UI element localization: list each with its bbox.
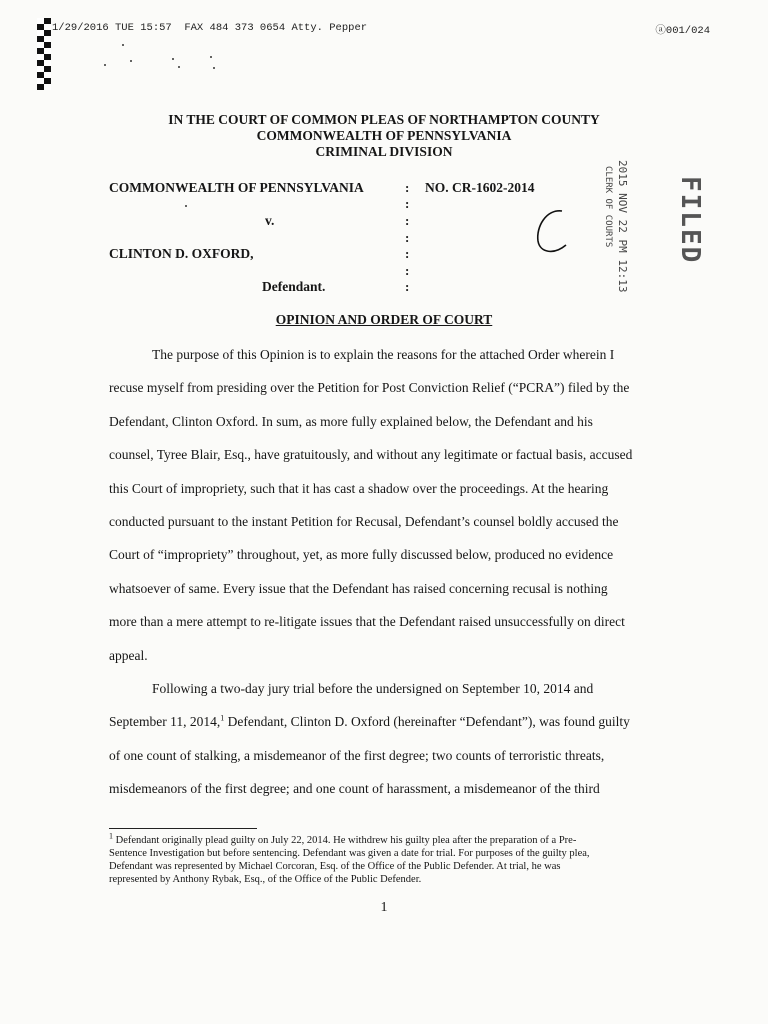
fax-page-counter: ⓐ001/024 xyxy=(655,25,710,37)
opinion-title: OPINION AND ORDER OF COURT xyxy=(275,312,493,327)
opinion-body xyxy=(109,338,689,806)
body-line: more than a mere attempt to re-litigate issues that the Defendant raised unsuccessfully on direct xyxy=(109,614,625,630)
body-line: conducted pursuant to the instant Petition for Recusal, Defendant’s counsel boldly accused the xyxy=(109,514,619,530)
fax-header xyxy=(0,22,768,38)
filed-stamp-office: CLERK OF COURTS xyxy=(603,166,613,248)
body-line: this Court of impropriety, such that it has cast a shadow over the proceedings. At the hearing xyxy=(109,480,609,496)
defendant-role: Defendant. xyxy=(262,279,326,294)
footnote-divider xyxy=(109,828,257,829)
body-line: counsel, Tyree Blair, Esq., have gratuitously, and without any legitimate or factual basis, accused xyxy=(109,447,633,463)
court-heading xyxy=(0,112,768,160)
body-line: misdemeanors of the first degree; and one count of harassment, a misdemeanor of the third xyxy=(109,781,600,797)
body-line: appeal. xyxy=(109,647,148,663)
page-number: 1 xyxy=(380,900,388,915)
plaintiff-name: COMMONWEALTH OF PENNSYLVANIA xyxy=(109,180,364,195)
case-number: NO. CR-1602-2014 xyxy=(425,180,535,195)
jurisdiction: COMMONWEALTH OF PENNSYLVANIA xyxy=(256,128,512,143)
body-line: recuse myself from presiding over the Petition for Post Conviction Relief (“PCRA”) filed by the xyxy=(109,380,630,396)
footnote xyxy=(109,831,699,886)
body-line: whatsoever of same. Every issue that the Defendant has raised concerning recusal is nothing xyxy=(109,580,608,596)
body-line-start: September 11, 2014, xyxy=(109,714,221,730)
body-line xyxy=(109,705,689,738)
footnote-line: represented by Anthony Rybak, Esq., of the Office of the Public Defender. xyxy=(109,874,422,885)
body-line: Following a two-day jury trial before the undersigned on September 10, 2014 and xyxy=(152,681,594,697)
filed-stamp xyxy=(585,158,715,306)
handwritten-initial xyxy=(532,205,572,257)
footnote-line: Sentence Investigation but before sentencing. Defendant was given a date for trial. For purposes of the guilty plea, xyxy=(109,848,590,859)
footnote-line: $^1$ Defendant originally plead guilty on July 22, 2014. He withdrew his guilty plea after the preparation of a Pre- xyxy=(109,831,577,846)
body-line: The purpose of this Opinion is to explain the reasons for the attached Order wherein I xyxy=(152,347,615,362)
footnote-line: Defendant was represented by Michael Corcoran, Esq. of the Office of the Public Defender. At trial, he was xyxy=(109,861,561,872)
fax-transmission-info: 1/29/2016 TUE 15:57 FAX 484 373 0654 Atty. Pepper xyxy=(52,22,368,34)
filed-stamp-label: FILED xyxy=(675,176,705,265)
body-line: of one count of stalking, a misdemeanor of the first degree; two counts of terroristic threats, xyxy=(109,747,605,763)
court-name: IN THE COURT OF COMMON PLEAS OF NORTHAMPTON COUNTY xyxy=(168,112,600,127)
footnote-marker: 1 xyxy=(109,831,113,841)
footnote-reference[interactable]: 1 xyxy=(220,713,225,723)
filed-stamp-date: 2015 NOV 22 PM 12:13 xyxy=(616,160,629,293)
body-line: Court of “impropriety” throughout, yet, as more fully discussed below, produced no evidence xyxy=(109,547,614,563)
defendant-name: CLINTON D. OXFORD, xyxy=(109,246,254,261)
body-line: Defendant, Clinton Oxford. In sum, as more fully explained below, the Defendant and his xyxy=(109,413,593,429)
division: CRIMINAL DIVISION xyxy=(315,144,453,159)
body-line-end: Defendant, Clinton D. Oxford (hereinafter “Defendant”), was found guilty xyxy=(224,714,630,730)
versus: v. xyxy=(265,213,275,228)
